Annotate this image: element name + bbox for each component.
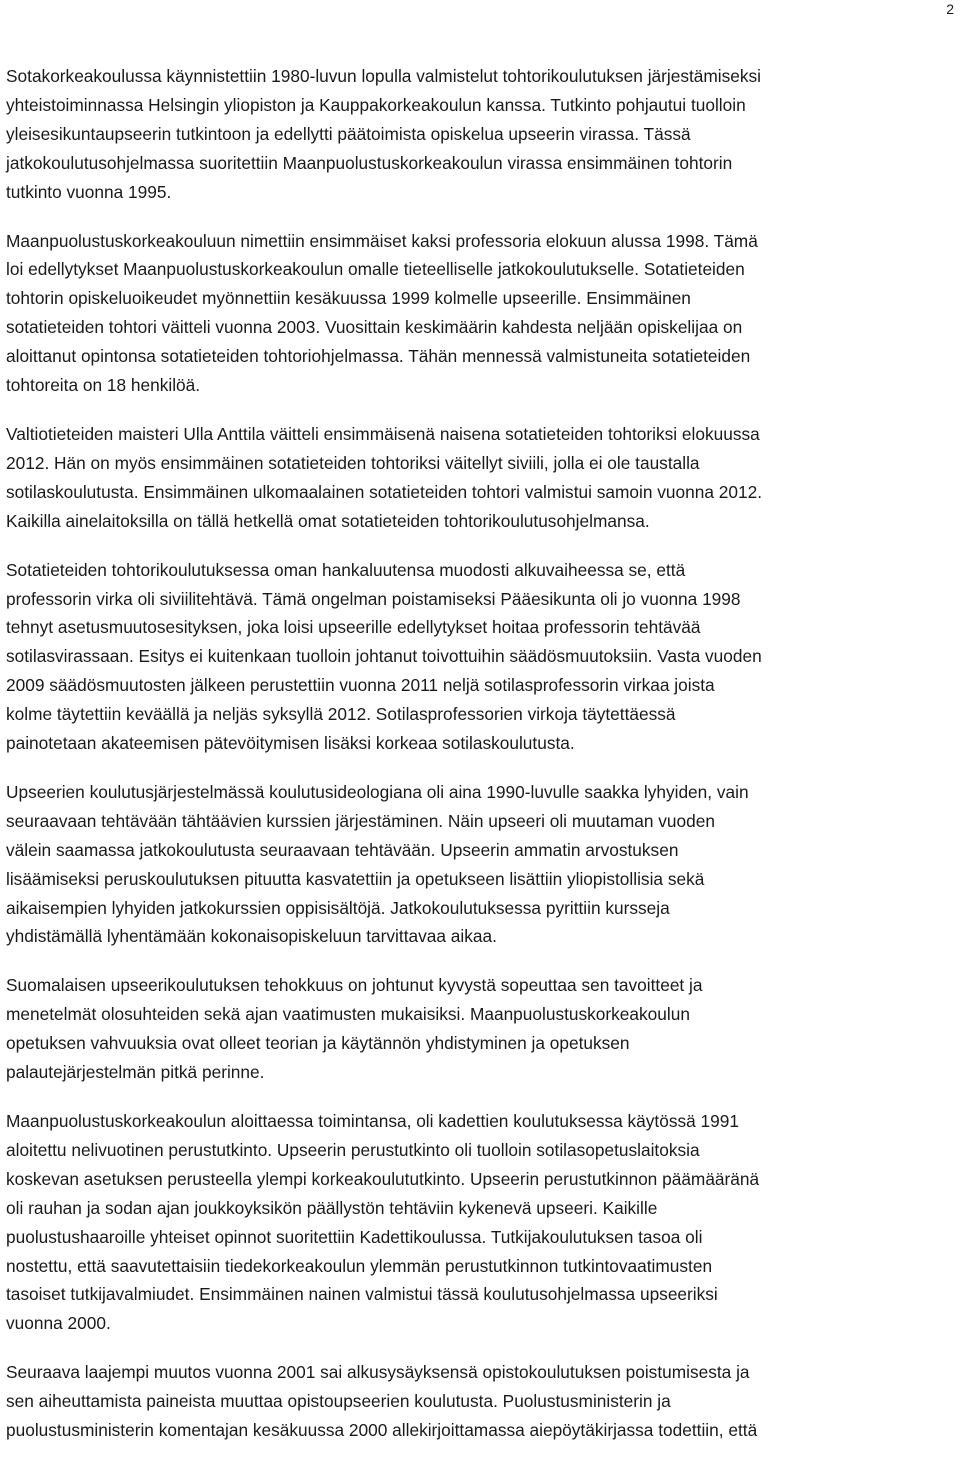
text-line: tasoiset tutkijavalmiudet. Ensimmäinen nainen valmistui tässä koulutusohjelmassa upseeriksi bbox=[6, 1284, 718, 1305]
text-line: Maanpuolustuskorkeakoulun aloittaessa toimintansa, oli kadettien koulutuksessa käytössä 1991 bbox=[6, 1111, 739, 1131]
text-line: koskevan asetuksen perusteella ylempi korkeakoulututkinto. Upseerin perustutkinnon päämääränä bbox=[6, 1168, 760, 1189]
text-line: sen aiheuttamista paineista muuttaa opistoupseerien koulutusta. Puolustusministerin ja bbox=[6, 1391, 671, 1412]
text-line: kolme täytettiin keväällä ja neljäs syksyllä 2012. Sotilasprofessorien virkoja täytettäessä bbox=[6, 704, 676, 725]
text-line: palautejärjestelmän pitkä perinne. bbox=[6, 1062, 265, 1083]
document-body bbox=[6, 62, 954, 1465]
text-line: tehnyt asetusmuutosesityksen, joka loisi upseerille edellytykset hoitaa professorin tehtävää bbox=[6, 617, 701, 638]
text-line: aloittanut opintonsa sotatieteiden tohtoriohjelmassa. Tähän mennessä valmistuneita sotatieteiden bbox=[6, 346, 751, 367]
text-line: lisäämiseksi peruskoulutuksen pituutta kasvatettiin ja opetukseen lisättiin yliopistollisia sekä bbox=[6, 868, 705, 889]
paragraph bbox=[6, 556, 954, 758]
text-line: Kaikilla ainelaitoksilla on tällä hetkellä omat sotatieteiden tohtorikoulutusohjelmansa. bbox=[6, 510, 650, 531]
text-line: menetelmät olosuhteiden sekä ajan vaatimusten mukaisiksi. Maanpuolustuskorkeakoulun bbox=[6, 1004, 690, 1025]
text-line: oli rauhan ja sodan ajan joukkoyksikön päällystön tehtäviin kykenevä upseeri. Kaikille bbox=[6, 1197, 658, 1218]
text-line: Sotakorkeakoulussa käynnistettiin 1980-luvun lopulla valmistelut tohtorikoulutuksen järjestämiseksi bbox=[6, 66, 762, 86]
paragraph bbox=[6, 420, 954, 536]
text-line: tohtorin opiskeluoikeudet myönnettiin kesäkuussa 1999 kolmelle upseerille. Ensimmäinen bbox=[6, 288, 691, 309]
text-line: yhdistämällä lyhentämään kokonaisopiskeluun tarvittavaa aikaa. bbox=[6, 926, 497, 947]
text-line: 2009 säädösmuutosten jälkeen perustettiin vuonna 2011 neljä sotilasprofessorin virkaa joista bbox=[6, 675, 715, 696]
text-line: sotilaskoulutusta. Ensimmäinen ulkomaalainen sotatieteiden tohtori valmistui samoin vuonna 2012. bbox=[6, 481, 763, 502]
text-line: aikaisempien lyhyiden jatkokurssien oppisisältöjä. Jatkokoulutuksessa pyrittiin kursseja bbox=[6, 897, 670, 918]
text-line: Valtiotieteiden maisteri Ulla Anttila väitteli ensimmäisenä naisena sotatieteiden tohtoriksi elokuussa bbox=[6, 423, 760, 444]
text-line: puolustusministerin komentajan kesäkuussa 2000 allekirjoittamassa aiepöytäkirjassa todettiin, että bbox=[6, 1420, 758, 1441]
text-line: vuonna 2000. bbox=[6, 1313, 111, 1334]
text-line: 2012. Hän on myös ensimmäinen sotatieteiden tohtoriksi väitellyt siviili, jolla ei ole taustalla bbox=[6, 452, 700, 473]
text-line: yleisesikuntaupseerin tutkintoon ja edellytti päätoimista opiskelua upseerin virassa. Tässä bbox=[6, 123, 691, 144]
text-line: Sotatieteiden tohtorikoulutuksessa oman hankaluutensa muodosti alkuvaiheessa se, että bbox=[6, 559, 686, 580]
text-line: Suomalaisen upseerikoulutuksen tehokkuus on johtunut kyvystä sopeuttaa sen tavoitteet ja bbox=[6, 975, 703, 996]
text-line: professorin virka oli siviilitehtävä. Tämä ongelman poistamiseksi Pääesikunta oli jo vuonna 1998 bbox=[6, 588, 741, 609]
text-line: Maanpuolustuskorkeakouluun nimettiin ensimmäiset kaksi professoria elokuun alussa 1998. Tämä bbox=[6, 230, 758, 251]
page-number: 2 bbox=[946, 1, 954, 17]
text-line: Seuraava laajempi muutos vuonna 2001 sai alkusysäyksensä opistokoulutuksen poistumisesta ja bbox=[6, 1362, 750, 1383]
text-line: seuraavaan tehtävään tähtäävien kurssien järjestäminen. Näin upseeri oli muutaman vuoden bbox=[6, 810, 715, 831]
text-line: Upseerien koulutusjärjestelmässä koulutusideologiana oli aina 1990-luvulle saakka lyhyiden, vain bbox=[6, 781, 749, 802]
text-line: loi edellytykset Maanpuolustuskorkeakoulun omalle tieteelliselle jatkokoulutukselle. Sotatieteiden bbox=[6, 259, 745, 280]
text-line: välein saamassa jatkokoulutusta seuraavaan tehtävään. Upseerin ammatin arvostuksen bbox=[6, 839, 679, 860]
paragraph bbox=[6, 971, 954, 1087]
text-line: opetuksen vahvuuksia ovat olleet teorian ja käytännön yhdistyminen ja opetuksen bbox=[6, 1033, 630, 1054]
text-line: aloitettu nelivuotinen perustutkinto. Upseerin perustutkinto oli tuolloin sotilasopetuslaitoksia bbox=[6, 1139, 700, 1160]
paragraph bbox=[6, 778, 954, 951]
paragraph bbox=[6, 62, 954, 207]
text-line: sotilasvirassaan. Esitys ei kuitenkaan tuolloin johtanut toivottuihin säädösmuutoksiin. Vasta vuoden bbox=[6, 646, 762, 667]
text-line: tohtoreita on 18 henkilöä. bbox=[6, 375, 201, 396]
text-line: jatkokoulutusohjelmassa suoritettiin Maanpuolustuskorkeakoulun virassa ensimmäinen tohtorin bbox=[6, 152, 733, 173]
text-line: nostettu, että saavutettaisiin tiedekorkeakoulun ylemmän perustutkinnon tutkintovaatimusten bbox=[6, 1255, 713, 1276]
text-line: painotetaan akateemisen pätevöitymisen lisäksi korkeaa sotilaskoulutusta. bbox=[6, 733, 575, 754]
text-line: sotatieteiden tohtori väitteli vuonna 2003. Vuosittain keskimäärin kahdesta neljään opiskelijaa on bbox=[6, 317, 743, 338]
text-line: puolustushaaroille yhteiset opinnot suoritettiin Kadettikoulussa. Tutkijakoulutuksen tasoa oli bbox=[6, 1226, 703, 1247]
text-line: tutkinto vuonna 1995. bbox=[6, 181, 172, 202]
paragraph bbox=[6, 227, 954, 400]
paragraph bbox=[6, 1358, 954, 1445]
text-line: yhteistoiminnassa Helsingin yliopiston ja Kauppakorkeakoulun kanssa. Tutkinto pohjautui tuolloin bbox=[6, 94, 746, 115]
paragraph bbox=[6, 1107, 954, 1338]
